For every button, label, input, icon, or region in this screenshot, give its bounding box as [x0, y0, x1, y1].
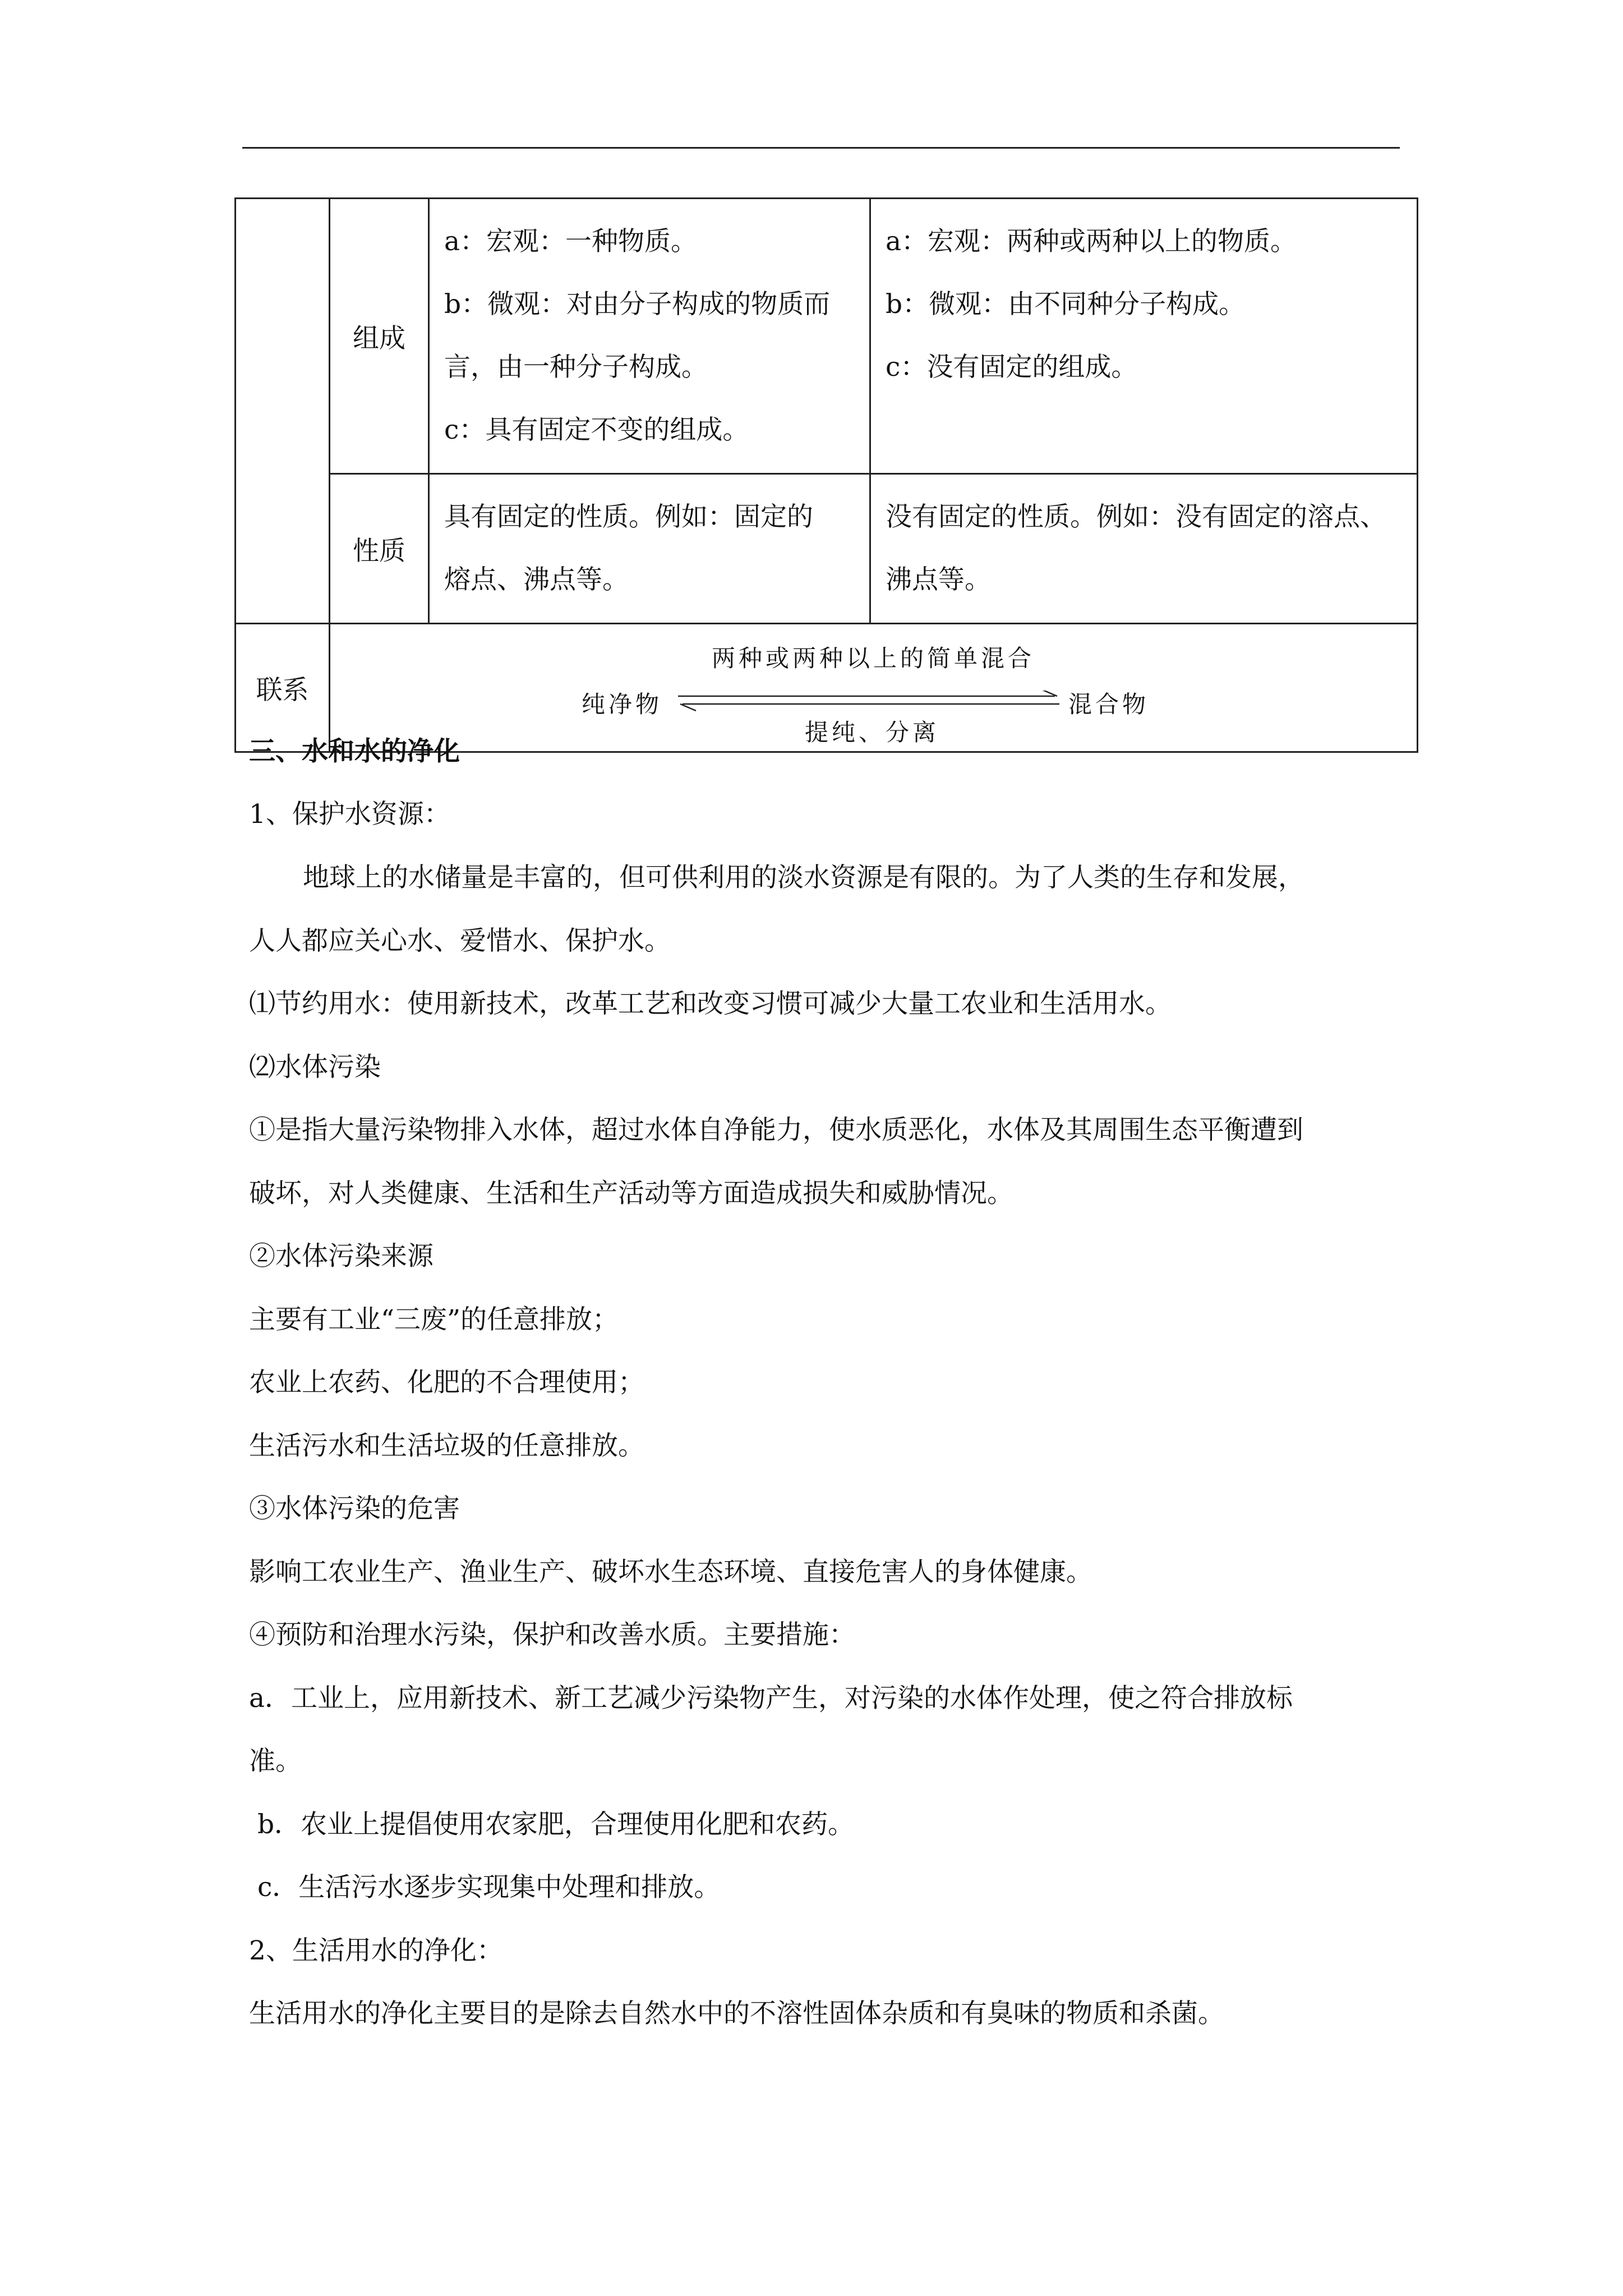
pure-property-line: 熔点、沸点等。	[444, 564, 629, 595]
paragraph-line: a．工业上，应用新技术、新工艺减少污染物产生，对污染的水体作处理，使之符合排放标	[249, 1683, 1293, 1714]
subsection-title: 2、生活用水的净化：	[249, 1935, 503, 1966]
mixture-property-line: 沸点等。	[886, 564, 991, 595]
subsection-title: 1、保护水资源：	[249, 799, 450, 830]
paragraph-line: 农业上农药、化肥的不合理使用；	[249, 1367, 644, 1398]
section-title: 三、水和水的净化	[249, 736, 460, 767]
paragraph-line: 生活用水的净化主要目的是除去自然水中的不溶性固体杂质和有臭味的物质和杀菌。	[249, 1998, 1224, 2029]
pure-composition-line: a：宏观：一种物质。	[444, 226, 698, 257]
paragraph-line: ③水体污染的危害	[249, 1493, 460, 1524]
double-arrow-icon	[678, 691, 1059, 713]
paragraph-line: ①是指大量污染物排入水体，超过水体自净能力，使水质恶化，水体及其周围生态平衡遭到	[249, 1115, 1303, 1145]
paragraph-line: 破坏，对人类健康、生活和生产活动等方面造成损失和威胁情况。	[249, 1178, 1013, 1209]
table-row-composition	[236, 199, 1418, 474]
paragraph-line: c．生活污水逐步实现集中处理和排放。	[249, 1872, 721, 1903]
mixture-composition-line: c：没有固定的组成。	[886, 352, 1138, 383]
paragraph-line: 主要有工业“三废”的任意排放；	[249, 1304, 619, 1335]
mixture-property-cell	[870, 474, 1418, 624]
row-label-composition: 组成	[330, 199, 429, 474]
mixture-composition-cell	[870, 199, 1418, 474]
header-rule	[242, 147, 1400, 149]
paragraph-line: 准。	[249, 1746, 302, 1777]
pure-composition-line: b：微观：对由分子构成的物质而	[444, 289, 831, 320]
mixture-property-line: 没有固定的性质。例如：没有固定的溶点、	[886, 501, 1386, 532]
paragraph-line: 影响工农业生产、渔业生产、破坏水生态环境、直接危害人的身体健康。	[249, 1557, 1092, 1588]
pure-composition-line: c：具有固定不变的组成。	[444, 415, 749, 445]
table-row-property	[236, 474, 1418, 624]
mixture-composition-line: a：宏观：两种或两种以上的物质。	[886, 226, 1297, 257]
relation-left-term: 纯净物	[582, 691, 663, 718]
row-label-relation: 联系	[236, 624, 330, 752]
relation-forward-label: 两种或两种以上的简单混合	[712, 645, 1035, 672]
paragraph-line: b．农业上提倡使用农家肥，合理使用化肥和农药。	[249, 1809, 855, 1840]
merged-left-cell	[236, 199, 330, 624]
paragraph-line: 人人都应关心水、爱惜水、保护水。	[249, 926, 671, 956]
comparison-table	[234, 197, 1418, 753]
relation-right-term: 混合物	[1068, 691, 1150, 718]
mixture-composition-line: b：微观：由不同种分子构成。	[886, 289, 1246, 320]
pure-composition-line: 言，由一种分子构成。	[444, 352, 708, 383]
paragraph-line: ②水体污染来源	[249, 1241, 434, 1272]
paragraph-line: 地球上的水储量是丰富的，但可供利用的淡水资源是有限的。为了人类的生存和发展，	[303, 862, 1304, 893]
paragraph-line: ⑴节约用水：使用新技术，改革工艺和改变习惯可减少大量工农业和生活用水。	[249, 988, 1172, 1019]
paragraph-line: ⑵水体污染	[249, 1052, 381, 1083]
pure-property-cell	[429, 474, 870, 624]
paragraph-line: 生活污水和生活垃圾的任意排放。	[249, 1430, 644, 1461]
pure-composition-cell	[429, 199, 870, 474]
relation-backward-label: 提纯、分离	[805, 719, 940, 746]
paragraph-line: ④预防和治理水污染，保护和改善水质。主要措施：	[249, 1619, 855, 1650]
pure-property-line: 具有固定的性质。例如：固定的	[444, 501, 813, 532]
row-label-property: 性质	[330, 474, 429, 624]
